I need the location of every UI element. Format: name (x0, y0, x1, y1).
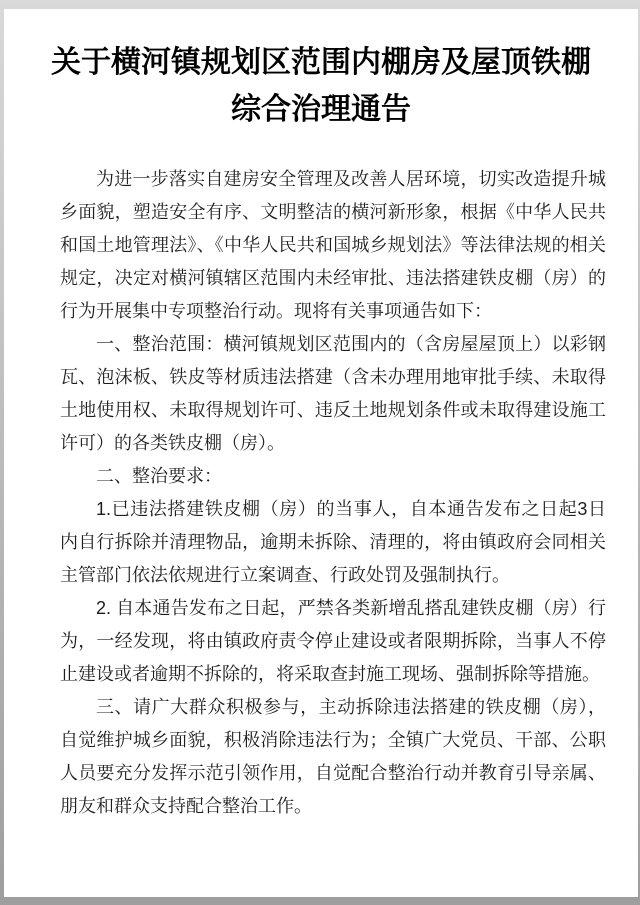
notice-body (60, 163, 606, 823)
paragraph-requirement-1: 1.已违法搭建铁皮棚（房）的当事人，自本通告发布之日起3日内自行拆除并清理物品，逾期未拆除、清理的，将由镇政府会同相关主管部门依法依规进行立案调查、行政处罚及强制执行。 (60, 499, 606, 585)
paragraph-intro: 为进一步落实自建房安全管理及改善人居环境，切实改造提升城乡面貌，塑造安全有序、文明整洁的横河新形象，根据《中华人民共和国土地管理法》、《中华人民共和国城乡规划法》等法律法规的相关规定，决定对横河镇辖区范围内未经审批、违法搭建铁皮棚（房）的行为开展集中专项整治行动。现将有关事项通告如下： (60, 169, 606, 321)
paragraph-requirements-heading: 二、整治要求： (96, 466, 222, 486)
notice-title-line-1: 关于横河镇规划区范围内棚房及屋顶铁棚 (51, 46, 591, 79)
paragraph-scope: 一、整治范围：横河镇规划区范围内的（含房屋屋顶上）以彩钢瓦、泡沫板、铁皮等材质违法搭建（含未办理用地审批手续、未取得土地使用权、未取得规划许可、违反土地规划条件或未取得建设施工许可）的各类铁皮棚（房）。 (60, 334, 606, 453)
paragraph-public-appeal: 三、请广大群众积极参与，主动拆除违法搭建的铁皮棚（房），自觉维护城乡面貌，积极消除违法行为；全镇广大党员、干部、公职人员要充分发挥示范引领作用，自觉配合整治行动并教育引导亲属、朋友和群众支持配合整治工作。 (60, 697, 606, 816)
notice-title-line-2: 综合治理通告 (231, 93, 411, 126)
notice-title (14, 39, 628, 133)
notice-page (4, 9, 638, 897)
paragraph-requirement-2: 2. 自本通告发布之日起，严禁各类新增乱搭乱建铁皮棚（房）行为，一经发现，将由镇政府责令停止建设或者限期拆除，当事人不停止建设或者逾期不拆除的，将采取查封施工现场、强制拆除等措施。 (60, 598, 606, 684)
